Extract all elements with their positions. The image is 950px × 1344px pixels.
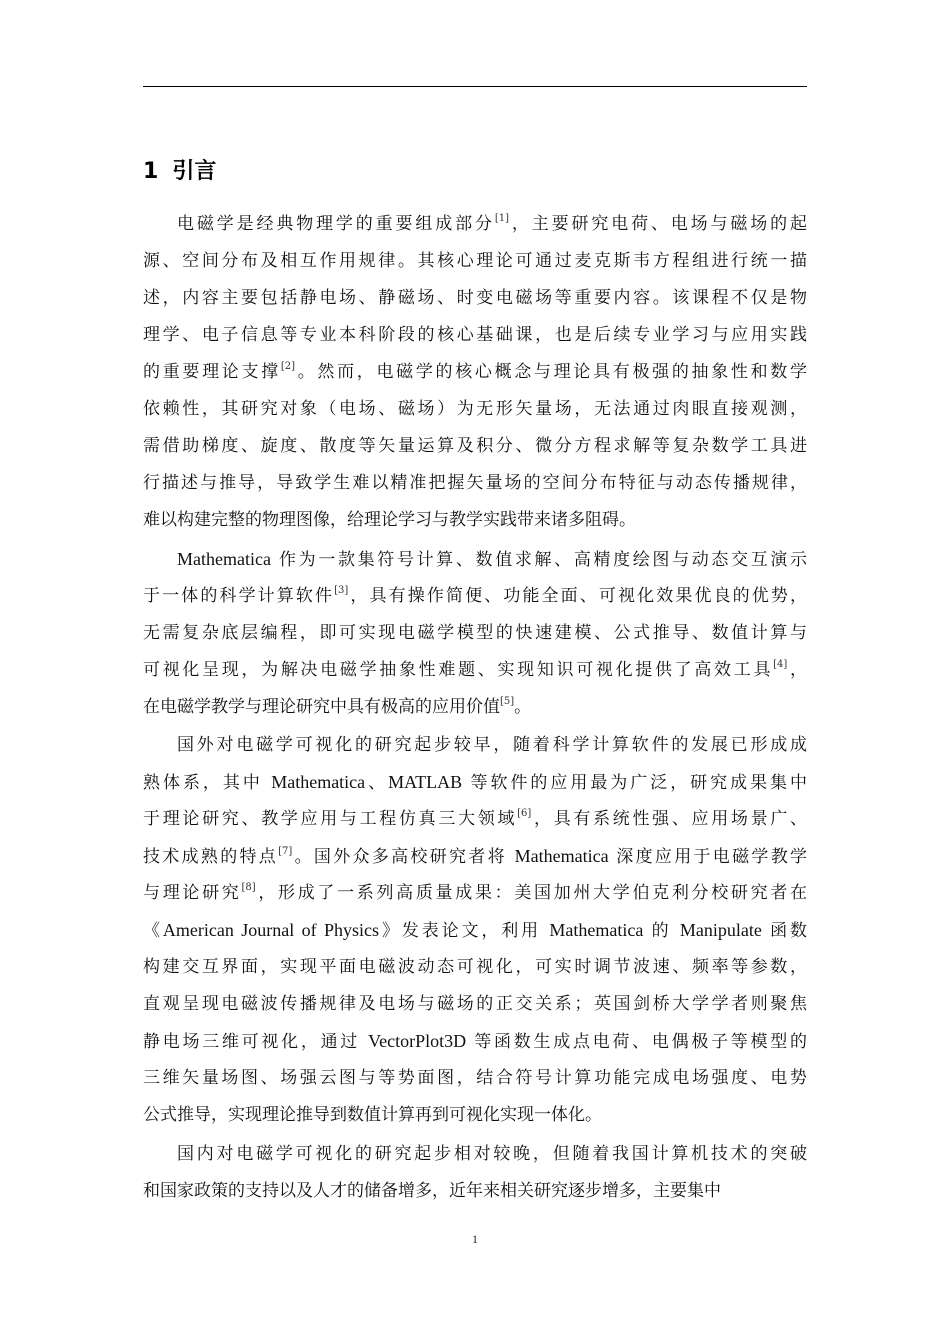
citation-ref[interactable]: [6] — [517, 808, 532, 819]
text-line — [143, 658, 807, 685]
text-segment: 《American Journal of Physics》发表论文，利用 Mathematica 的 Manipulate 函数 — [143, 920, 808, 941]
citation-ref[interactable]: [1] — [494, 213, 510, 224]
text-segment: ，主要研究电荷、电场与磁场的起 — [509, 214, 808, 234]
text-line — [143, 323, 807, 347]
text-line — [177, 212, 807, 239]
text-segment: 述，内容主要包括静电场、静磁场、时变电磁场等重要内容。该课程不仅是物 — [143, 288, 807, 308]
text-segment: ，具有操作简便、功能全面、可视化效果优良的优势， — [348, 586, 808, 606]
section-heading — [143, 156, 216, 188]
text-line — [143, 1179, 807, 1203]
text-line — [143, 1066, 807, 1090]
citation-ref[interactable]: [3] — [334, 585, 349, 596]
text-segment: 构建交互界面，实现平面电磁波动态可视化，可实时调节波速、频率等参数， — [143, 957, 807, 977]
text-line — [143, 992, 807, 1016]
text-segment: 在电磁学教学与理论研究中具有极高的应用价值 — [143, 697, 500, 717]
text-segment: 三维矢量场图、场强云图与等势面图，结合符号计算功能完成电场强度、电势 — [143, 1068, 807, 1088]
text-segment: 直观呈现电磁波传播规律及电场与磁场的正交关系；英国剑桥大学学者则聚焦 — [143, 994, 807, 1014]
text-segment: ，具有系统性强、应用场景广、 — [531, 809, 808, 829]
text-segment: 。国外众多高校研究者将 Mathematica 深度应用于电磁学教学 — [292, 846, 808, 867]
text-segment: 于理论研究、教学应用与工程仿真三大领域 — [143, 809, 518, 829]
text-segment: 可视化呈现，为解决电磁学抽象性难题、实现知识可视化提供了高效工具 — [143, 660, 774, 680]
text-segment: 技术成熟的特点 — [143, 847, 279, 867]
text-segment: 需借助梯度、旋度、散度等矢量运算及积分、微分方程求解等复杂数学工具进 — [143, 436, 807, 456]
text-line — [143, 955, 807, 979]
text-line — [143, 360, 807, 387]
text-segment: 难以构建完整的物理图像，给理论学习与教学实践带来诸多阻碍。 — [143, 510, 636, 530]
citation-ref[interactable]: [2] — [280, 361, 296, 372]
page-number: 1 — [472, 1232, 478, 1246]
text-segment: ， — [787, 660, 808, 680]
text-segment: 无需复杂底层编程，即可实现电磁学模型的快速建模、公式推导、数值计算与 — [143, 623, 807, 643]
text-line — [143, 397, 807, 421]
text-line — [143, 844, 807, 872]
text-line — [143, 1029, 807, 1054]
text-segment: 的重要理论支撑 — [143, 362, 281, 382]
text-line — [143, 434, 807, 458]
text-segment: 国内对电磁学可视化的研究起步相对较晚，但随着我国计算机技术的突破 — [177, 1144, 807, 1164]
text-segment: 。然而，电磁学的核心概念与理论具有极强的抽象性和数学 — [295, 362, 808, 382]
text-segment: 电磁学是经典物理学的重要组成部分 — [177, 214, 495, 234]
section-title: 引言 — [172, 159, 217, 184]
text-segment: ，形成了一系列高质量成果：美国加州大学伯克利分校研究者在 — [255, 883, 808, 903]
text-line — [177, 1142, 807, 1166]
text-line — [143, 286, 807, 310]
text-line — [143, 918, 807, 943]
text-line — [143, 471, 807, 495]
text-line — [143, 621, 807, 645]
header-rule — [143, 86, 807, 87]
text-line — [143, 881, 807, 908]
text-segment: 和国家政策的支持以及人才的储备增多，近年来相关研究逐步增多，主要集中 — [143, 1181, 721, 1201]
text-segment: 依赖性，其研究对象（电场、磁场）为无形矢量场，无法通过肉眼直接观测， — [143, 399, 807, 419]
text-segment: 行描述与推导，导致学生难以精准把握矢量场的空间分布特征与动态传播规律， — [143, 473, 807, 493]
text-segment: 公式推导，实现理论推导到数值计算再到可视化实现一体化。 — [143, 1105, 602, 1125]
citation-ref[interactable]: [7] — [278, 846, 293, 857]
text-line — [143, 807, 807, 834]
text-line — [143, 695, 807, 722]
citation-ref[interactable]: [8] — [241, 882, 256, 893]
text-line — [177, 547, 807, 572]
text-segment: 静电场三维可视化，通过 VectorPlot3D 等函数生成点电荷、电偶极子等模型的 — [143, 1031, 807, 1052]
text-segment: 源、空间分布及相互作用规律。其核心理论可通过麦克斯韦方程组进行统一描 — [143, 251, 807, 271]
text-line — [143, 1103, 807, 1127]
section-number: 1 — [143, 159, 159, 184]
text-segment: 熟体系，其中 Mathematica、MATLAB 等软件的应用最为广泛，研究成果集中 — [143, 772, 808, 793]
text-line — [143, 584, 807, 611]
citation-ref[interactable]: [5] — [500, 696, 515, 707]
citation-ref[interactable]: [4] — [773, 659, 788, 670]
text-line — [177, 733, 807, 757]
text-line — [143, 508, 807, 532]
text-segment: 国外对电磁学可视化的研究起步较早，随着科学计算软件的发展已形成成 — [177, 735, 807, 755]
text-segment: Mathematica 作为一款集符号计算、数值求解、高精度绘图与动态交互演示 — [177, 549, 807, 570]
text-segment: 理学、电子信息等专业本科阶段的核心基础课，也是后续专业学习与应用实践 — [143, 325, 807, 345]
text-line — [143, 770, 807, 795]
text-segment: 于一体的科学计算软件 — [143, 586, 335, 606]
text-line — [143, 249, 807, 273]
text-segment: 与理论研究 — [143, 883, 242, 903]
text-segment: 。 — [514, 697, 532, 717]
